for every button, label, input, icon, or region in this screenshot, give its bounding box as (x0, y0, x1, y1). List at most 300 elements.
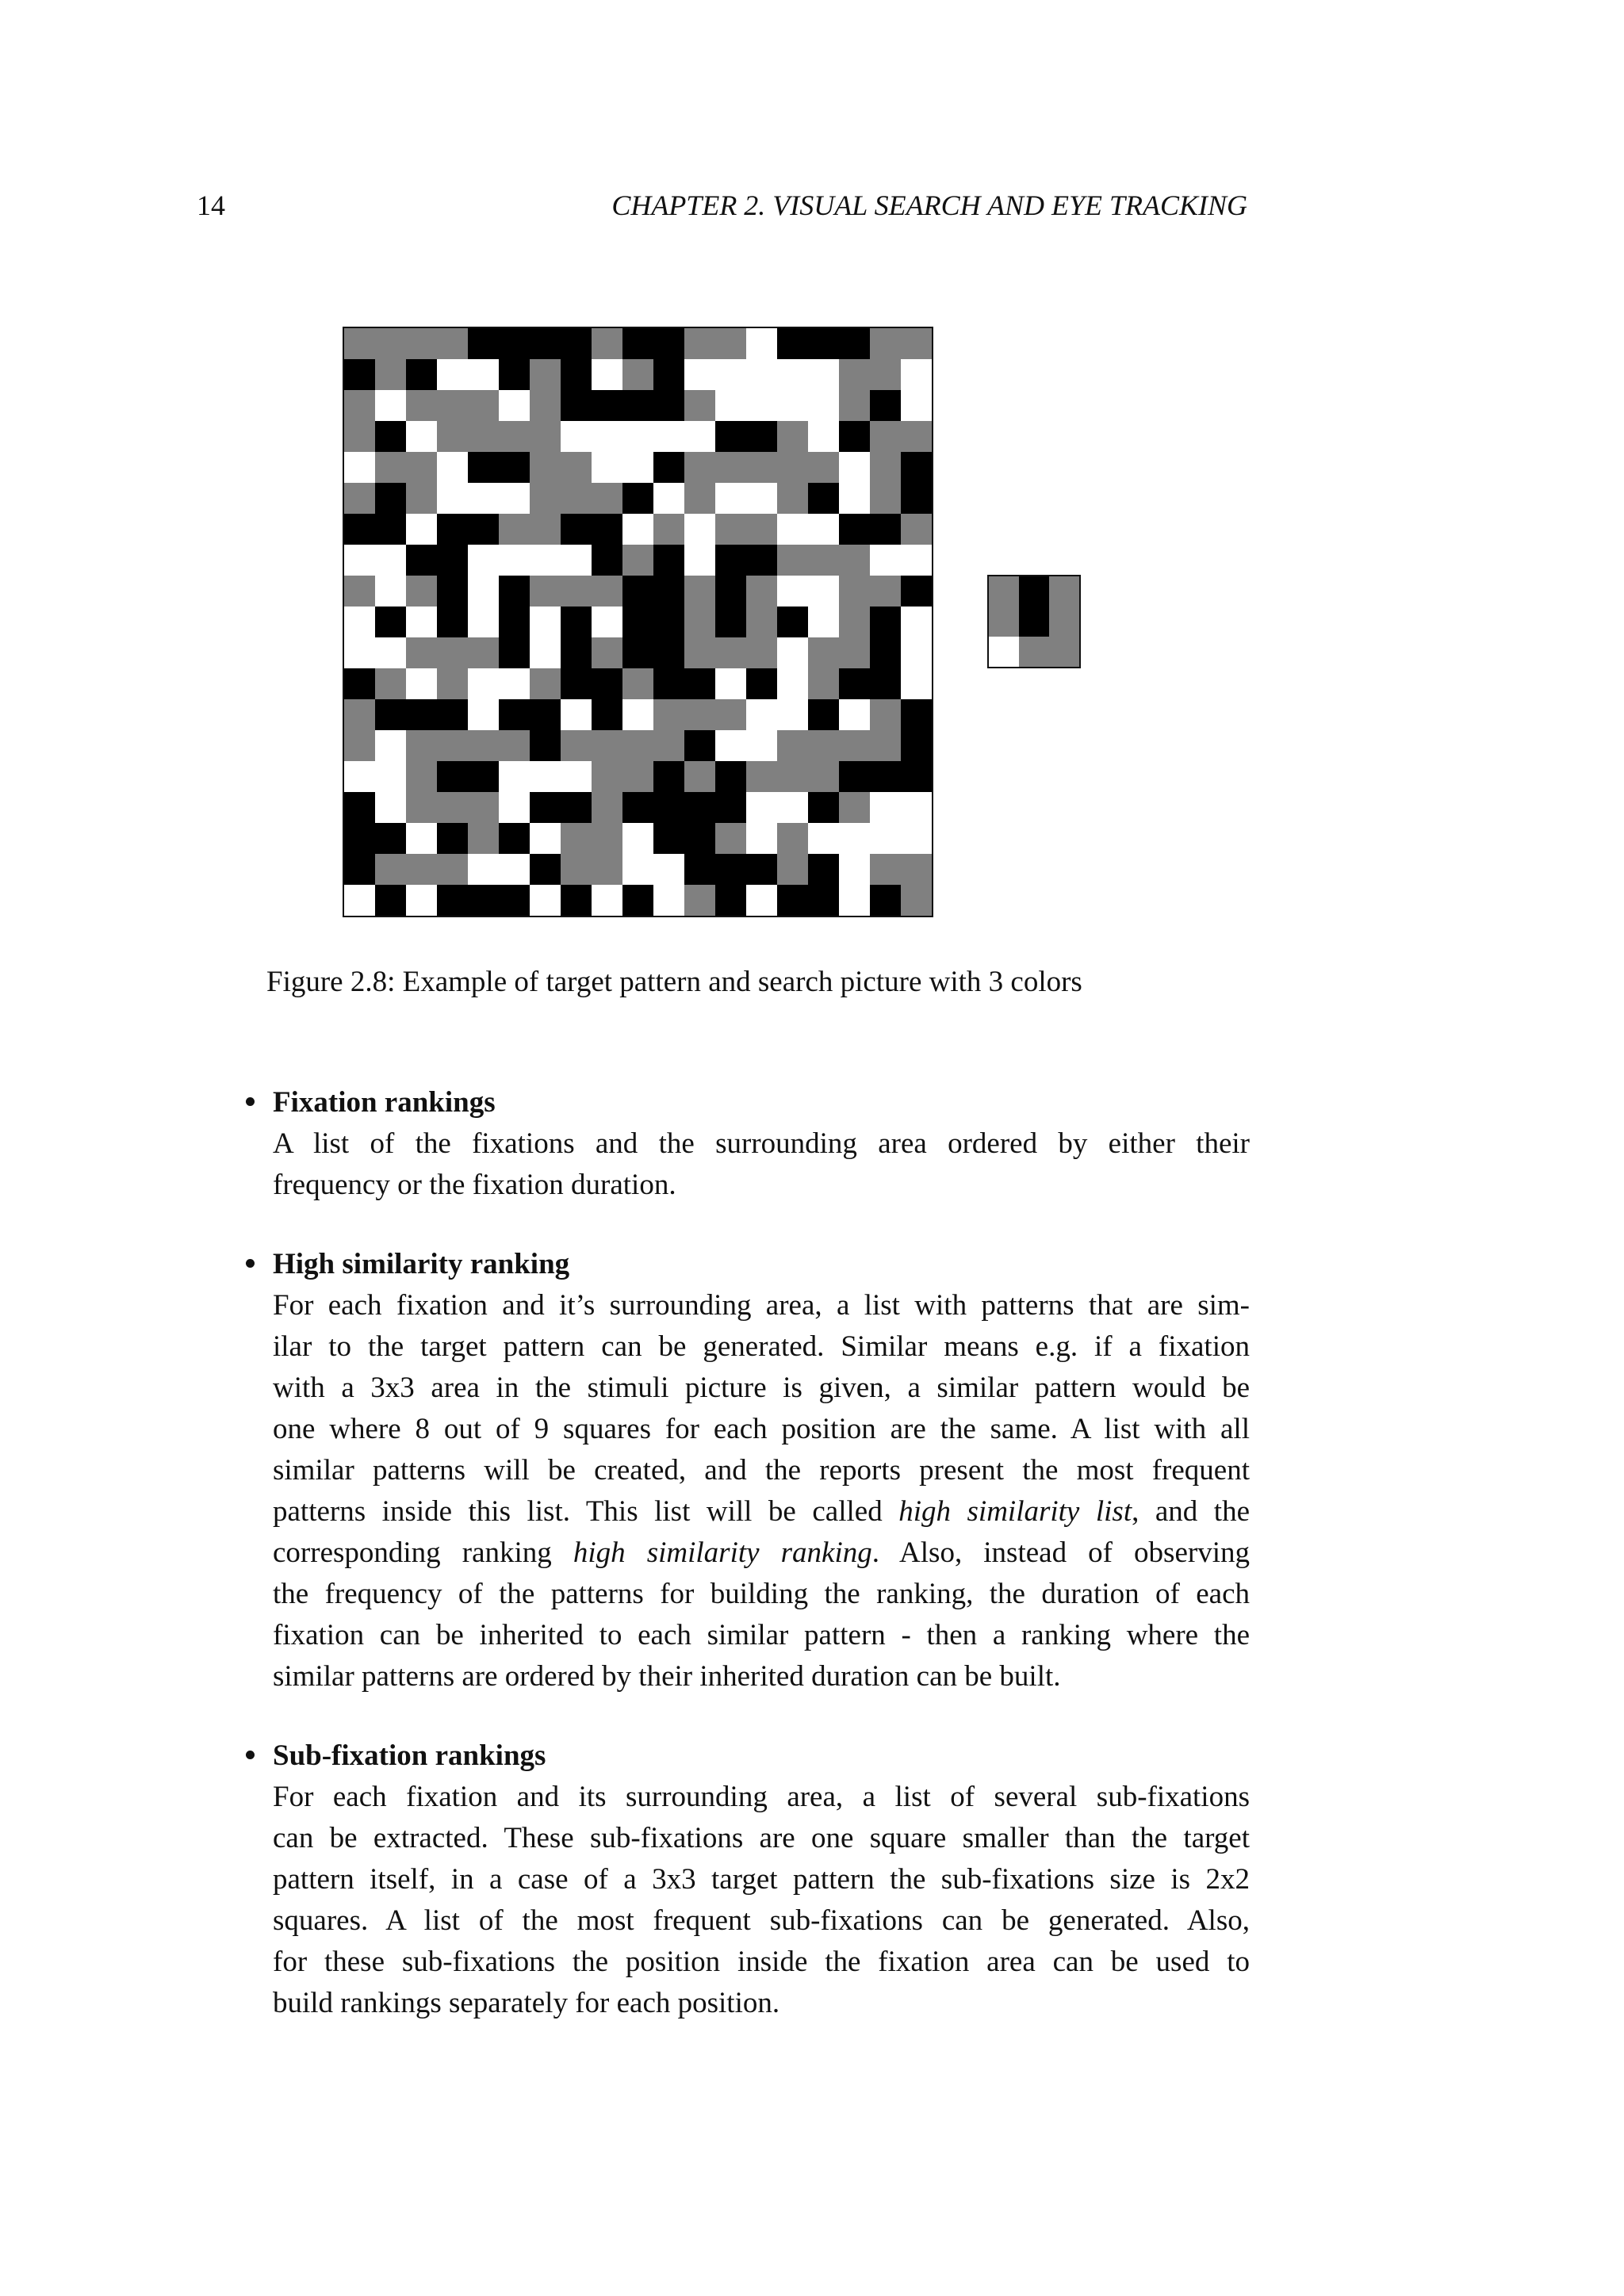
search-picture-cell (468, 390, 499, 421)
search-picture-cell (777, 452, 808, 483)
search-picture-cell (653, 421, 684, 452)
search-picture-cell (870, 607, 901, 637)
search-picture-cell (375, 699, 406, 730)
search-picture-cell (808, 823, 839, 854)
search-picture-cell (406, 761, 437, 792)
search-picture-cell (653, 885, 684, 916)
search-picture-cell (592, 668, 622, 699)
search-picture-cell (839, 328, 870, 359)
bullet-icon (246, 1259, 255, 1268)
search-picture-cell (592, 359, 622, 390)
search-picture-cell (746, 823, 777, 854)
search-picture-cell (870, 359, 901, 390)
search-picture-cell (777, 545, 808, 576)
search-picture-cell (406, 730, 437, 761)
search-picture-cell (499, 514, 530, 545)
search-picture-cell (437, 699, 468, 730)
search-picture-cell (715, 421, 746, 452)
search-picture-cell (344, 854, 375, 885)
search-picture-cell (499, 637, 530, 668)
search-picture-cell (499, 359, 530, 390)
search-picture-cell (499, 390, 530, 421)
search-picture-cell (561, 730, 592, 761)
search-picture-cell (622, 545, 653, 576)
search-picture-cell (839, 792, 870, 823)
search-picture-cell (344, 761, 375, 792)
search-picture-cell (839, 854, 870, 885)
search-picture-cell (870, 885, 901, 916)
search-picture-cell (808, 761, 839, 792)
search-picture-cell (653, 668, 684, 699)
target-pattern-cell (989, 637, 1019, 667)
search-picture-cell (499, 607, 530, 637)
search-picture-cell (375, 792, 406, 823)
search-picture-cell (530, 823, 561, 854)
search-picture-cell (561, 761, 592, 792)
search-picture-cell (561, 452, 592, 483)
search-picture-cell (592, 699, 622, 730)
search-picture-cell (499, 668, 530, 699)
emphasis-term: high similarity ranking (573, 1536, 872, 1569)
search-picture-cell (592, 514, 622, 545)
body-text: patterns inside this list. This list will be called (273, 1495, 899, 1528)
search-picture-cell (530, 854, 561, 885)
search-picture-cell (839, 885, 870, 916)
search-picture-cell (901, 823, 932, 854)
search-picture-cell (839, 359, 870, 390)
search-picture-cell (622, 823, 653, 854)
search-picture-cell (684, 452, 715, 483)
search-picture-cell (406, 390, 437, 421)
search-picture-cell (406, 545, 437, 576)
search-picture-cell (375, 328, 406, 359)
search-picture-cell (684, 854, 715, 885)
search-picture-cell (715, 545, 746, 576)
search-picture-cell (715, 390, 746, 421)
search-picture-cell (839, 514, 870, 545)
search-picture-cell (592, 483, 622, 514)
body-line: frequency or the fixation duration. (273, 1169, 676, 1201)
search-picture-cell (406, 823, 437, 854)
search-picture-cell (777, 607, 808, 637)
search-picture-cell (808, 699, 839, 730)
search-picture-cell (684, 730, 715, 761)
search-picture-cell (870, 730, 901, 761)
search-picture-cell (375, 545, 406, 576)
search-picture-cell (530, 390, 561, 421)
search-picture-cell (622, 359, 653, 390)
target-pattern-cell (989, 576, 1019, 607)
search-picture-cell (592, 885, 622, 916)
search-picture-cell (622, 637, 653, 668)
search-picture-cell (653, 699, 684, 730)
search-picture-cell (870, 421, 901, 452)
search-picture-cell (653, 359, 684, 390)
search-picture-cell (715, 328, 746, 359)
search-picture-cell (808, 885, 839, 916)
bullet-icon (246, 1097, 255, 1106)
search-picture-cell (653, 483, 684, 514)
search-picture-cell (561, 668, 592, 699)
search-picture-cell (468, 452, 499, 483)
search-picture-cell (406, 699, 437, 730)
search-picture-cell (437, 452, 468, 483)
search-picture-cell (777, 854, 808, 885)
search-picture-cell (344, 885, 375, 916)
search-picture-cell (901, 421, 932, 452)
search-picture-cell (777, 483, 808, 514)
search-picture-cell (375, 823, 406, 854)
search-picture-cell (592, 637, 622, 668)
search-picture-cell (808, 730, 839, 761)
search-picture-cell (375, 452, 406, 483)
search-picture-cell (499, 545, 530, 576)
search-picture-cell (344, 637, 375, 668)
body-text: corresponding ranking (273, 1536, 573, 1569)
search-picture-cell (684, 792, 715, 823)
search-picture-cell (437, 637, 468, 668)
search-picture-cell (839, 607, 870, 637)
body-line: with a 3x3 area in the stimuli picture is given, a similar pattern would be (273, 1372, 1250, 1404)
body-line: For each fixation and it’s surrounding area, a list with patterns that are sim- (273, 1289, 1250, 1322)
search-picture-cell (777, 792, 808, 823)
search-picture-cell (622, 390, 653, 421)
emphasis-term: high similarity list (898, 1495, 1132, 1528)
search-picture-cell (375, 885, 406, 916)
search-picture-cell (344, 359, 375, 390)
search-picture-cell (437, 483, 468, 514)
body-line-mixed (273, 1491, 1250, 1533)
search-picture-cell (901, 699, 932, 730)
target-pattern-cell (1019, 576, 1049, 607)
search-picture-cell (684, 576, 715, 607)
search-picture-cell (437, 390, 468, 421)
search-picture-cell (437, 576, 468, 607)
search-picture-cell (901, 637, 932, 668)
item-body (273, 1285, 1250, 1697)
body-line: pattern itself, in a case of a 3x3 target pattern the sub-fixations size is 2x2 (273, 1863, 1250, 1896)
search-picture-cell (870, 483, 901, 514)
search-picture-cell (684, 607, 715, 637)
search-picture-cell (437, 607, 468, 637)
search-picture-cell (437, 668, 468, 699)
search-picture-cell (870, 761, 901, 792)
body-line-mixed (273, 1533, 1250, 1574)
search-picture-cell (684, 421, 715, 452)
search-picture-cell (344, 668, 375, 699)
search-picture-cell (653, 823, 684, 854)
search-picture-cell (437, 514, 468, 545)
search-picture-cell (715, 854, 746, 885)
search-picture-cell (901, 607, 932, 637)
item-title: Sub-fixation rankings (273, 1739, 546, 1772)
body-text: , and the (1132, 1495, 1251, 1528)
search-picture-cell (622, 452, 653, 483)
search-picture-cell (592, 390, 622, 421)
search-picture-cell (437, 359, 468, 390)
search-picture-cell (468, 885, 499, 916)
list-item-sub-fixation-rankings (244, 1735, 1250, 2024)
search-picture-cell (715, 452, 746, 483)
search-picture-cell (592, 452, 622, 483)
search-picture-cell (499, 730, 530, 761)
search-picture-cell (870, 699, 901, 730)
body-line: can be extracted. These sub-fixations are one square smaller than the target (273, 1822, 1250, 1854)
search-picture-cell (530, 328, 561, 359)
search-picture-cell (375, 761, 406, 792)
search-picture-cell (901, 452, 932, 483)
search-picture-cell (499, 854, 530, 885)
search-picture-cell (808, 792, 839, 823)
search-picture-cell (468, 637, 499, 668)
search-picture-cell (437, 792, 468, 823)
search-picture-cell (530, 545, 561, 576)
search-picture-cell (344, 730, 375, 761)
search-picture-cell (499, 576, 530, 607)
search-picture-cell (344, 483, 375, 514)
search-picture-cell (746, 576, 777, 607)
search-picture-cell (777, 359, 808, 390)
search-picture-cell (684, 761, 715, 792)
page-number: 14 (197, 189, 225, 221)
body-line: for these sub-fixations the position inside the fixation area can be used to (273, 1946, 1250, 1978)
search-picture-cell (344, 514, 375, 545)
search-picture-cell (746, 885, 777, 916)
search-picture-cell (530, 359, 561, 390)
search-picture-cell (375, 607, 406, 637)
search-picture-cell (684, 637, 715, 668)
search-picture-cell (406, 885, 437, 916)
search-picture-cell (375, 483, 406, 514)
body-line: For each fixation and its surrounding area, a list of several sub-fixations (273, 1781, 1250, 1813)
search-picture-cell (530, 514, 561, 545)
search-picture-cell (870, 452, 901, 483)
search-picture-cell (561, 885, 592, 916)
figure-caption: Figure 2.8: Example of target pattern and search picture with 3 colors (266, 966, 1082, 998)
body-line: one where 8 out of 9 squares for each position are the same. A list with all (273, 1413, 1250, 1445)
search-picture-cell (901, 761, 932, 792)
search-picture-cell (777, 761, 808, 792)
search-picture-cell (653, 328, 684, 359)
search-picture-cell (839, 699, 870, 730)
list-item-high-similarity-ranking (244, 1244, 1250, 1697)
search-picture-cell (684, 514, 715, 545)
search-picture-cell (406, 483, 437, 514)
target-pattern-cell (1049, 607, 1079, 637)
search-picture-cell (715, 699, 746, 730)
search-picture-cell (499, 792, 530, 823)
search-picture-cell (406, 607, 437, 637)
search-picture-cell (653, 545, 684, 576)
search-picture-cell (870, 823, 901, 854)
search-picture-cell (746, 390, 777, 421)
search-picture-cell (375, 637, 406, 668)
search-picture-cell (870, 390, 901, 421)
search-picture-cell (622, 483, 653, 514)
search-picture-cell (592, 328, 622, 359)
search-picture-cell (839, 390, 870, 421)
search-picture-cell (344, 452, 375, 483)
search-picture-cell (653, 730, 684, 761)
search-picture-cell (468, 607, 499, 637)
search-picture-cell (622, 854, 653, 885)
search-picture-cell (437, 730, 468, 761)
search-picture-cell (808, 854, 839, 885)
search-picture-cell (653, 637, 684, 668)
search-picture-cell (870, 792, 901, 823)
search-picture-cell (901, 483, 932, 514)
search-picture-cell (561, 545, 592, 576)
search-picture-cell (684, 823, 715, 854)
item-title: High similarity ranking (273, 1248, 570, 1280)
search-picture-cell (530, 452, 561, 483)
search-picture-cell (870, 854, 901, 885)
search-picture-cell (530, 637, 561, 668)
search-picture-cell (344, 607, 375, 637)
search-picture-cell (901, 328, 932, 359)
search-picture-cell (468, 823, 499, 854)
search-picture-cell (901, 792, 932, 823)
search-picture-cell (530, 483, 561, 514)
search-picture-cell (653, 792, 684, 823)
search-picture-cell (777, 576, 808, 607)
search-picture-cell (622, 668, 653, 699)
search-picture-cell (684, 390, 715, 421)
search-picture-cell (344, 421, 375, 452)
search-picture-cell (468, 854, 499, 885)
search-picture-cell (499, 699, 530, 730)
search-picture-cell (375, 359, 406, 390)
search-picture-cell (468, 421, 499, 452)
search-picture-cell (437, 545, 468, 576)
target-pattern (987, 575, 1081, 668)
search-picture-cell (530, 761, 561, 792)
search-picture-cell (839, 576, 870, 607)
search-picture-cell (870, 576, 901, 607)
search-picture-cell (715, 823, 746, 854)
search-picture-cell (499, 761, 530, 792)
search-picture-cell (375, 514, 406, 545)
search-picture-cell (622, 885, 653, 916)
body-text: . Also, instead of observing (871, 1536, 1250, 1569)
search-picture-cell (561, 823, 592, 854)
search-picture-cell (839, 421, 870, 452)
search-picture-cell (746, 637, 777, 668)
search-picture-cell (375, 576, 406, 607)
search-picture-cell (870, 514, 901, 545)
search-picture-cell (777, 390, 808, 421)
search-picture-cell (592, 607, 622, 637)
body-line: build rankings separately for each position. (273, 1987, 780, 2019)
search-picture-cell (653, 514, 684, 545)
search-picture-cell (839, 637, 870, 668)
search-picture-cell (715, 607, 746, 637)
search-picture-cell (344, 792, 375, 823)
search-picture-cell (901, 854, 932, 885)
search-picture-cell (715, 637, 746, 668)
search-picture-cell (777, 421, 808, 452)
running-head: CHAPTER 2. VISUAL SEARCH AND EYE TRACKING (611, 189, 1247, 221)
search-picture-cell (715, 885, 746, 916)
body-line: A list of the fixations and the surrounding area ordered by either their (273, 1127, 1250, 1160)
search-picture-cell (344, 328, 375, 359)
search-picture-cell (715, 576, 746, 607)
search-picture-cell (622, 514, 653, 545)
search-picture-cell (530, 792, 561, 823)
search-picture-cell (468, 576, 499, 607)
search-picture-cell (808, 576, 839, 607)
search-picture-cell (468, 328, 499, 359)
search-picture-cell (839, 823, 870, 854)
search-picture-cell (344, 576, 375, 607)
list-item-fixation-rankings (244, 1082, 1250, 1206)
search-picture-cell (746, 730, 777, 761)
search-picture-cell (561, 421, 592, 452)
item-body (273, 1777, 1250, 2024)
search-picture-cell (808, 668, 839, 699)
search-picture-cell (808, 328, 839, 359)
search-picture-cell (468, 545, 499, 576)
search-picture-cell (530, 668, 561, 699)
search-picture-cell (839, 730, 870, 761)
search-picture-cell (684, 699, 715, 730)
search-picture-cell (777, 328, 808, 359)
search-picture-cell (684, 328, 715, 359)
search-picture-cell (746, 359, 777, 390)
search-picture-cell (746, 452, 777, 483)
search-picture-cell (499, 885, 530, 916)
search-picture-cell (622, 576, 653, 607)
search-picture-cell (468, 514, 499, 545)
search-picture-cell (653, 452, 684, 483)
search-picture-cell (808, 421, 839, 452)
search-picture-cell (530, 699, 561, 730)
search-picture-cell (777, 668, 808, 699)
search-picture-cell (375, 854, 406, 885)
item-title: Fixation rankings (273, 1086, 496, 1119)
body-line: similar patterns will be created, and the reports present the most frequent (273, 1454, 1250, 1487)
search-picture-cell (715, 668, 746, 699)
search-picture-cell (901, 514, 932, 545)
search-picture-cell (561, 359, 592, 390)
search-picture-cell (684, 545, 715, 576)
search-picture-cell (406, 792, 437, 823)
search-picture-cell (530, 576, 561, 607)
search-picture-cell (777, 823, 808, 854)
search-picture-cell (777, 514, 808, 545)
search-picture-cell (592, 854, 622, 885)
search-picture-cell (808, 514, 839, 545)
search-picture-cell (715, 761, 746, 792)
body-line: similar patterns are ordered by their inherited duration can be built. (273, 1660, 1061, 1693)
search-picture-cell (468, 483, 499, 514)
search-picture-cell (901, 576, 932, 607)
search-picture-cell (684, 483, 715, 514)
search-picture-cell (746, 607, 777, 637)
body-line: ilar to the target pattern can be generated. Similar means e.g. if a fixation (273, 1330, 1250, 1363)
search-picture-cell (561, 792, 592, 823)
search-picture-cell (468, 761, 499, 792)
search-picture-cell (746, 761, 777, 792)
search-picture-cell (499, 452, 530, 483)
search-picture-cell (437, 885, 468, 916)
search-picture-cell (746, 545, 777, 576)
target-pattern-cell (989, 607, 1019, 637)
search-picture-cell (622, 421, 653, 452)
search-picture-cell (622, 792, 653, 823)
search-picture-cell (375, 668, 406, 699)
search-picture-cell (870, 545, 901, 576)
